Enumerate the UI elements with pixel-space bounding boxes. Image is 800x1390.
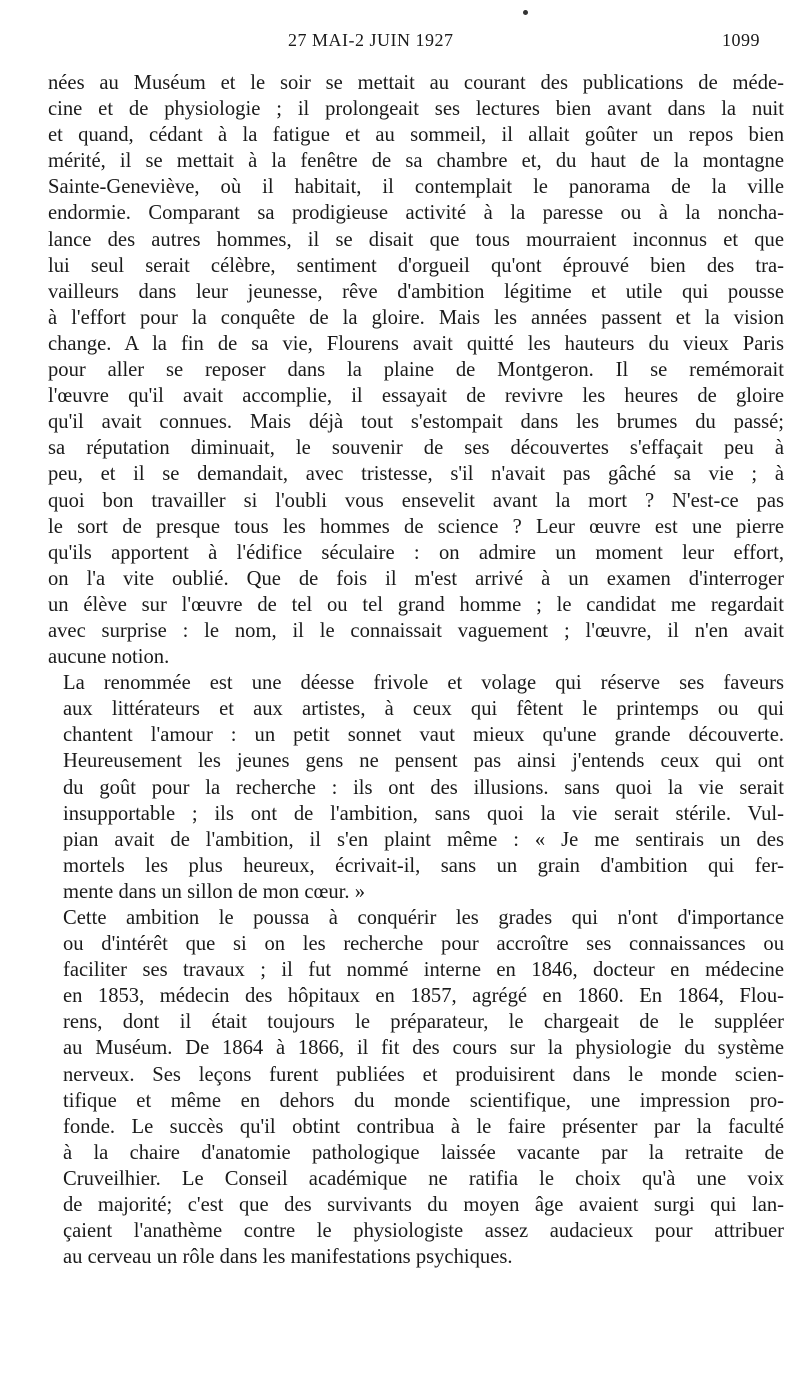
text-line: fonde. Le succès qu'il obtint contribua à le faire présenter par la faculté (63, 1115, 784, 1138)
text-line: pian avait de l'ambition, il s'en plaint même : « Je me sentirais un des (63, 828, 784, 851)
paragraph-3 (48, 905, 784, 1270)
page-number: 1099 (722, 30, 760, 50)
text-line: et quand, cédant à la fatigue et au sommeil, il allait goûter un repos bien (48, 124, 784, 147)
printer-mark (523, 10, 528, 15)
text-line: La renommée est une déesse frivole et volage qui réserve ses faveurs (63, 672, 784, 695)
text-line: change. A la fin de sa vie, Flourens avait quitté les hauteurs du vieux Paris (48, 332, 784, 355)
text-line: tifique et même en dehors du monde scientifique, une impression pro- (63, 1089, 784, 1112)
text-line: vailleurs dans leur jeunesse, rêve d'ambition légitime et utile qui pousse (48, 280, 784, 303)
text-line: pour aller se reposer dans la plaine de Montgeron. Il se remémorait (48, 359, 784, 382)
text-line: Heureusement les jeunes gens ne pensent pas ainsi j'entends ceux qui ont (63, 750, 784, 773)
text-line: aucune notion. (48, 646, 170, 669)
text-line: endormie. Comparant sa prodigieuse activité à la paresse ou à la noncha- (48, 202, 784, 225)
text-line: Cette ambition le poussa à conquérir les grades qui n'ont d'importance (63, 907, 784, 929)
text-line: on l'a vite oublié. Que de fois il m'est arrivé à un examen d'interroger (48, 567, 784, 590)
text-line: lance des autres hommes, il se disait que tous mourraient inconnus et que (48, 228, 784, 251)
paragraph-1 (48, 70, 784, 670)
text-line: nées au Muséum et le soir se mettait au courant des publications de méde- (48, 72, 784, 94)
text-line: au cerveau un rôle dans les manifestations psychiques. (63, 1246, 513, 1269)
text-line: le sort de presque tous les hommes de science ? Leur œuvre est une pierre (48, 515, 784, 538)
text-line: de majorité; c'est que des survivants du moyen âge avaient surgi qui lan- (63, 1194, 784, 1217)
text-line: cine et de physiologie ; il prolongeait ses lectures bien avant dans la nuit (48, 98, 784, 121)
text-line: peu, et il se demandait, avec tristesse, s'il n'avait pas gâché sa vie ; à (48, 463, 784, 486)
running-title: 27 MAI-2 JUIN 1927 (288, 30, 454, 50)
text-line: aux littérateurs et aux artistes, à ceux qui fêtent le printemps ou qui (63, 698, 784, 721)
text-line: quoi bon travailler si l'oubli vous ensevelit avant la mort ? N'est-ce pas (48, 489, 784, 512)
body-text (48, 70, 784, 1270)
text-line: ou d'intérêt que si on les recherche pour accroître ses connaissances ou (63, 933, 784, 956)
text-line: du goût pour la recherche : ils ont des illusions. sans quoi la vie serait (63, 776, 784, 799)
text-line: lui seul serait célèbre, sentiment d'orgueil qu'ont éprouvé bien des tra- (48, 254, 784, 277)
text-line: qu'ils apportent à l'édifice séculaire : on admire un moment leur effort, (48, 541, 784, 564)
text-line: insupportable ; ils ont de l'ambition, sans quoi la vie serait stérile. Vul- (63, 802, 784, 825)
text-line: à l'effort pour la conquête de la gloire. Mais les années passent et la vision (48, 306, 784, 329)
text-line: faciliter ses travaux ; il fut nommé interne en 1846, docteur en médecine (63, 959, 784, 982)
text-line: chantent l'amour : un petit sonnet vaut mieux qu'une grande découverte. (63, 724, 784, 747)
text-line: en 1853, médecin des hôpitaux en 1857, agrégé en 1860. En 1864, Flou- (63, 985, 784, 1008)
text-line: mente dans un sillon de mon cœur. » (63, 880, 365, 903)
text-line: rens, dont il était toujours le préparateur, le chargeait de le suppléer (63, 1011, 784, 1034)
paragraph-2 (48, 670, 784, 905)
page-header (60, 30, 760, 60)
text-line: Cruveilhier. Le Conseil académique ne ratifia le choix qu'à une voix (63, 1167, 784, 1190)
text-line: à la chaire d'anatomie pathologique laissée vacante par la retraite de (63, 1141, 784, 1164)
text-line: qu'il avait connues. Mais déjà tout s'estompait dans les brumes du passé; (48, 411, 784, 434)
text-line: nerveux. Ses leçons furent publiées et produisirent dans le monde scien- (63, 1063, 784, 1086)
text-line: mortels les plus heureux, écrivait-il, sans un grain d'ambition qui fer- (63, 854, 784, 877)
text-line: sa réputation diminuait, le souvenir de ses découvertes s'effaçait peu à (48, 437, 784, 460)
text-line: un élève sur l'œuvre de tel ou tel grand homme ; le candidat me regardait (48, 593, 784, 616)
text-line: avec surprise : le nom, il le connaissait vaguement ; l'œuvre, il n'en avait (48, 619, 784, 642)
text-line: l'œuvre qu'il avait accomplie, il essayait de revivre les heures de gloire (48, 385, 784, 408)
text-line: Sainte-Geneviève, où il habitait, il contemplait le panorama de la ville (48, 176, 784, 199)
text-line: mérité, il se mettait à la fenêtre de sa chambre et, du haut de la montagne (48, 150, 784, 173)
text-line: au Muséum. De 1864 à 1866, il fit des cours sur la physiologie du système (63, 1037, 784, 1060)
text-line: çaient l'anathème contre le physiologiste assez audacieux pour attribuer (63, 1220, 784, 1243)
